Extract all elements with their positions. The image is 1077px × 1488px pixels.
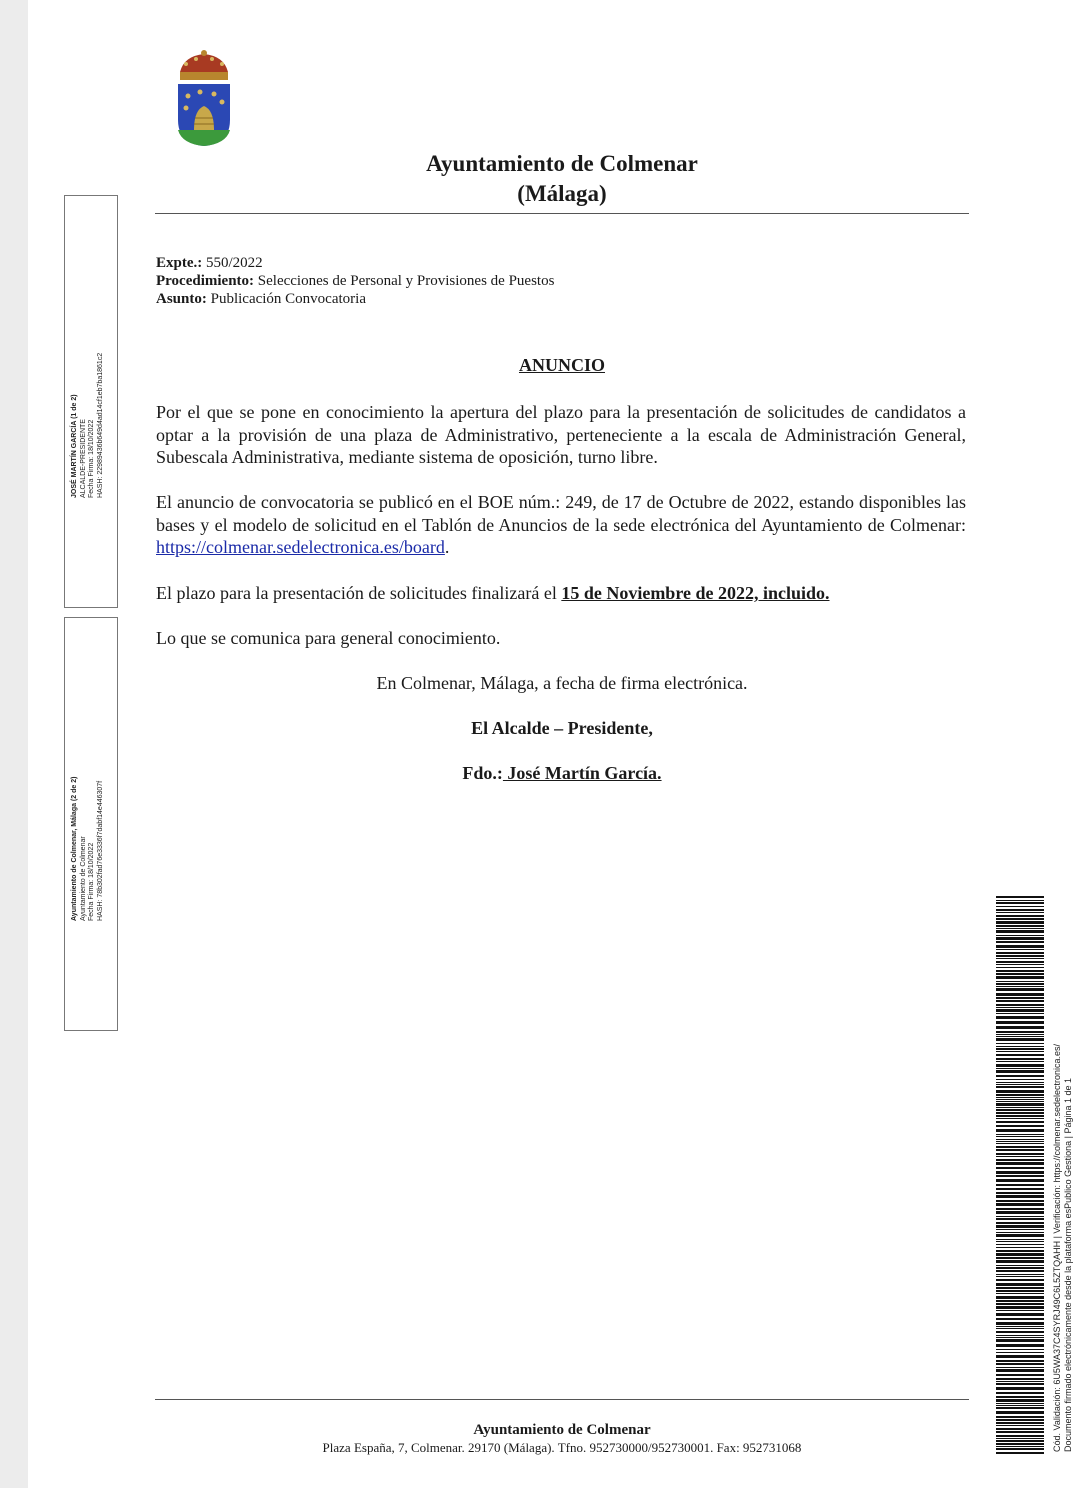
barcode-bar-19: [996, 958, 1044, 959]
paragraph-2-end: .: [444, 537, 450, 557]
barcode-bar-80: [996, 1153, 1044, 1155]
barcode-bar-98: [996, 1222, 1044, 1224]
barcode-bar-129: [996, 1326, 1044, 1327]
barcode-bar-148: [996, 1392, 1044, 1394]
barcode-bar-35: [996, 1009, 1044, 1012]
barcode-bar-33: [996, 1004, 1044, 1006]
signature-2-role: Ayuntamiento de Colmenar: [79, 836, 87, 921]
barcode-bar-151: [996, 1403, 1044, 1404]
barcode-bar-93: [996, 1203, 1044, 1206]
barcode-bar-114: [996, 1274, 1044, 1275]
barcode-bar-142: [996, 1369, 1044, 1372]
barcode-bar-99: [996, 1225, 1044, 1228]
barcode-bar-60: [996, 1094, 1044, 1096]
barcode-bar-101: [996, 1232, 1044, 1233]
asunto-row: [156, 290, 554, 308]
expte-row: [156, 254, 554, 272]
barcode-bar-133: [996, 1337, 1044, 1338]
barcode-bar-144: [996, 1378, 1044, 1380]
signature-1-name: JOSÉ MARTÍN GARCÍA (1 de 2): [71, 394, 78, 498]
barcode-bar-152: [996, 1405, 1044, 1406]
barcode-bar-104: [996, 1241, 1044, 1242]
barcode-bar-147: [996, 1387, 1044, 1390]
barcode-bar-56: [996, 1082, 1044, 1083]
barcode-bar-4: [996, 909, 1044, 911]
barcode-bar-41: [996, 1034, 1044, 1035]
barcode-bar-29: [996, 988, 1044, 991]
barcode-bar-67: [996, 1112, 1044, 1114]
barcode-bar-77: [996, 1143, 1044, 1144]
procedimiento-value: Selecciones de Personal y Provisiones de Puestos: [257, 273, 555, 289]
barcode-bar-141: [996, 1367, 1044, 1368]
barcode-bar-21: [996, 964, 1044, 965]
barcode-bar-125: [996, 1310, 1044, 1311]
barcode-bar-89: [996, 1188, 1044, 1190]
verification-line-1: Cód. Validación: 6U5WA37C4SYRJ49C6L5ZTQAHH | Verificación: https://colmenar.sedelectronica.es/: [1052, 1043, 1062, 1452]
signature-1-hash: HASH: 22989436b649d4ad14cf1eb7ba1861c2: [96, 352, 104, 498]
barcode-bar-110: [996, 1260, 1044, 1263]
barcode-bar-163: [996, 1440, 1044, 1442]
barcode-bar-97: [996, 1218, 1044, 1220]
expte-value: 550/2022: [206, 255, 263, 271]
barcode-bar-7: [996, 918, 1044, 920]
barcode-bar-25: [996, 976, 1044, 979]
barcode-bar-131: [996, 1331, 1044, 1333]
barcode-bar-66: [996, 1109, 1044, 1111]
barcode-bar-18: [996, 955, 1044, 957]
barcode-bar-107: [996, 1250, 1044, 1252]
barcode-bar-116: [996, 1279, 1044, 1281]
barcode-bar-106: [996, 1247, 1044, 1248]
barcode-bar-119: [996, 1290, 1044, 1292]
barcode-bar-121: [996, 1296, 1044, 1299]
barcode-bar-5: [996, 912, 1044, 913]
barcode-bar-84: [996, 1167, 1044, 1169]
barcode-bar-124: [996, 1306, 1044, 1309]
barcode-bar-164: [996, 1443, 1044, 1445]
barcode-bar-9: [996, 925, 1044, 927]
barcode-bar-95: [996, 1211, 1044, 1214]
barcode-bar-1: [996, 900, 1044, 901]
barcode-bar-140: [996, 1363, 1044, 1365]
barcode-bar-75: [996, 1139, 1044, 1140]
barcode-bar-100: [996, 1229, 1044, 1230]
barcode-bar-108: [996, 1253, 1044, 1256]
barcode-bar-6: [996, 915, 1044, 917]
asunto-label: Asunto:: [156, 291, 207, 307]
barcode-bar-42: [996, 1036, 1044, 1037]
barcode-bar-135: [996, 1344, 1044, 1347]
barcode-bar-39: [996, 1026, 1044, 1029]
barcode-bar-160: [996, 1431, 1044, 1433]
deadline-date: 15 de Noviembre de 2022, incluido.: [561, 583, 830, 603]
barcode-bar-165: [996, 1446, 1044, 1447]
paragraph-2: [156, 491, 966, 559]
verification-text: [1052, 1044, 1074, 1452]
barcode-bar-53: [996, 1070, 1044, 1073]
barcode-bar-70: [996, 1121, 1044, 1123]
barcode-bar-88: [996, 1184, 1044, 1186]
barcode-bar-139: [996, 1360, 1044, 1362]
header-title-line1: Ayuntamiento de Colmenar: [426, 151, 698, 176]
board-link[interactable]: https://colmenar.sedelectronica.es/board: [156, 537, 445, 557]
barcode-bar-0: [996, 896, 1044, 898]
barcode-bar-54: [996, 1075, 1044, 1077]
barcode-bar-14: [996, 941, 1044, 943]
barcode-bar-111: [996, 1265, 1044, 1266]
barcode-bar-61: [996, 1097, 1044, 1098]
barcode-bar-91: [996, 1195, 1044, 1198]
signature-2-text: [71, 777, 105, 921]
document-metadata: [156, 254, 554, 308]
barcode-bar-166: [996, 1448, 1044, 1450]
barcode-bar-82: [996, 1159, 1044, 1161]
barcode-bar-158: [996, 1425, 1044, 1426]
barcode-bar-134: [996, 1339, 1044, 1342]
barcode-bar-37: [996, 1016, 1044, 1019]
barcode-bar-167: [996, 1452, 1044, 1454]
barcode-bar-154: [996, 1411, 1044, 1414]
barcode-bar-90: [996, 1192, 1044, 1194]
barcode-bar-123: [996, 1303, 1044, 1305]
barcode-bar-157: [996, 1422, 1044, 1424]
barcode-bar-45: [996, 1046, 1044, 1047]
barcode-bar-76: [996, 1141, 1044, 1142]
barcode-bar-50: [996, 1061, 1044, 1062]
barcode-bar-102: [996, 1234, 1044, 1237]
place-date: En Colmenar, Málaga, a fecha de firma electrónica.: [376, 673, 748, 693]
announcement-heading: ANUNCIO: [518, 355, 605, 375]
barcode-bar-68: [996, 1115, 1044, 1117]
barcode-bar-122: [996, 1300, 1044, 1302]
barcode-bar-96: [996, 1216, 1044, 1217]
barcode-bar-143: [996, 1374, 1044, 1376]
barcode-bar-17: [996, 952, 1044, 954]
footer-divider: [155, 1399, 969, 1400]
barcode-bar-43: [996, 1038, 1044, 1041]
barcode-bar-155: [996, 1416, 1044, 1418]
barcode-bar-113: [996, 1270, 1044, 1272]
barcode-bar-78: [996, 1146, 1044, 1148]
barcode-bar-36: [996, 1013, 1044, 1014]
barcode-bar-130: [996, 1328, 1044, 1329]
signature-box-1: [64, 195, 118, 608]
barcode-bar-136: [996, 1349, 1044, 1350]
barcode-bar-40: [996, 1031, 1044, 1033]
barcode-bar-34: [996, 1007, 1044, 1008]
header-title-line2: (Málaga): [517, 181, 607, 206]
barcode-bar-83: [996, 1162, 1044, 1165]
barcode-bar-31: [996, 997, 1044, 999]
barcode-bar-57: [996, 1084, 1044, 1085]
barcode-bar-8: [996, 921, 1044, 924]
barcode-bar-59: [996, 1090, 1044, 1093]
barcode-bar-30: [996, 993, 1044, 996]
expte-label: Expte.:: [156, 255, 203, 271]
signature-2-date: Fecha Firma: 18/10/2022: [88, 842, 95, 921]
barcode-bar-23: [996, 970, 1044, 972]
barcode-bar-149: [996, 1396, 1044, 1398]
header-divider: [155, 213, 969, 214]
barcode-bar-120: [996, 1293, 1044, 1294]
barcode-bar-73: [996, 1134, 1044, 1135]
barcode-bar-64: [996, 1103, 1044, 1106]
barcode-bar-118: [996, 1287, 1044, 1289]
barcode-bar-28: [996, 986, 1044, 987]
barcode-bar-16: [996, 949, 1044, 950]
signature-2-name: Ayuntamiento de Colmenar, Málaga (2 de 2): [71, 776, 78, 921]
barcode-bar-27: [996, 983, 1044, 985]
barcode-bar-126: [996, 1313, 1044, 1316]
barcode-bar-117: [996, 1283, 1044, 1286]
paragraph-3-text: El plazo para la presentación de solicitudes finalizará el: [156, 583, 562, 603]
barcode-bar-72: [996, 1129, 1044, 1132]
barcode-bar-137: [996, 1352, 1044, 1353]
barcode-bar-153: [996, 1407, 1044, 1409]
signatory-line: [155, 763, 969, 784]
barcode-bar-11: [996, 930, 1044, 933]
barcode-bar-55: [996, 1079, 1044, 1080]
barcode-bar-69: [996, 1118, 1044, 1119]
barcode-bar-62: [996, 1099, 1044, 1100]
barcode-bar-150: [996, 1399, 1044, 1402]
barcode-bar-159: [996, 1428, 1044, 1430]
barcode-bar-10: [996, 928, 1044, 929]
verification-line-2: Documento firmado electrónicamente desde la plataforma esPublico Gestiona | Página 1 de 1: [1063, 1077, 1073, 1452]
barcode-bar-26: [996, 981, 1044, 982]
signatory-name: José Martín García.: [502, 763, 662, 783]
barcode-bar-58: [996, 1086, 1044, 1088]
barcode-bar-20: [996, 961, 1044, 963]
barcode-bar-65: [996, 1107, 1044, 1108]
barcode-bar-15: [996, 945, 1044, 948]
barcode: [996, 896, 1044, 1454]
signature-box-2: [64, 617, 118, 1031]
fdo-label: Fdo.:: [462, 763, 503, 783]
signature-2-hash: HASH: 78b302fad76e3336f7dabf14e446307f: [96, 780, 104, 921]
barcode-bar-127: [996, 1318, 1044, 1320]
barcode-bar-145: [996, 1381, 1044, 1382]
barcode-bar-112: [996, 1267, 1044, 1269]
barcode-bar-146: [996, 1383, 1044, 1385]
barcode-bar-138: [996, 1355, 1044, 1358]
signatory-title: El Alcalde – Presidente,: [471, 718, 653, 738]
barcode-bar-81: [996, 1156, 1044, 1157]
barcode-bar-51: [996, 1064, 1044, 1067]
barcode-bar-13: [996, 937, 1044, 940]
barcode-bar-132: [996, 1335, 1044, 1336]
barcode-bar-86: [996, 1175, 1044, 1177]
barcode-bar-47: [996, 1051, 1044, 1052]
barcode-bar-12: [996, 935, 1044, 936]
barcode-bar-52: [996, 1068, 1044, 1069]
barcode-bar-46: [996, 1048, 1044, 1050]
barcode-bar-71: [996, 1125, 1044, 1127]
barcode-bar-44: [996, 1043, 1044, 1044]
barcode-bar-74: [996, 1136, 1044, 1137]
barcode-bar-161: [996, 1435, 1044, 1437]
left-margin-strip: [0, 0, 28, 1488]
footer-title: Ayuntamiento de Colmenar: [473, 1422, 651, 1438]
barcode-bar-109: [996, 1257, 1044, 1259]
barcode-bar-49: [996, 1058, 1044, 1060]
barcode-bar-85: [996, 1171, 1044, 1174]
barcode-bar-128: [996, 1322, 1044, 1325]
footer-address: Plaza España, 7, Colmenar. 29170 (Málaga). Tfno. 952730000/952730001. Fax: 952731068: [322, 1440, 802, 1455]
signature-1-role: ALCALDE-PRESIDENTE: [79, 419, 87, 498]
barcode-bar-79: [996, 1149, 1044, 1151]
paragraph-3: [156, 582, 966, 605]
barcode-bar-32: [996, 1000, 1044, 1002]
barcode-bar-3: [996, 906, 1044, 907]
barcode-bar-94: [996, 1208, 1044, 1210]
barcode-bar-48: [996, 1054, 1044, 1056]
barcode-bar-105: [996, 1244, 1044, 1245]
barcode-bar-63: [996, 1101, 1044, 1102]
asunto-value: Publicación Convocatoria: [210, 291, 366, 307]
barcode-bar-22: [996, 967, 1044, 968]
signature-1-text: [71, 353, 105, 498]
paragraph-1: Por el que se pone en conocimiento la apertura del plazo para la presentación de solicitudes de candidatos a optar a la provisión de una plaza de Administrativo, perteneciente a la escala de Administración General, Subescala Administrativa, mediante sistema de oposición, turno libre.: [156, 402, 966, 467]
barcode-bar-156: [996, 1419, 1044, 1421]
barcode-bar-162: [996, 1438, 1044, 1439]
barcode-bar-24: [996, 973, 1044, 975]
signature-1-date: Fecha Firma: 18/10/2022: [88, 419, 95, 498]
barcode-bar-87: [996, 1179, 1044, 1182]
procedimiento-label: Procedimiento:: [156, 273, 255, 289]
barcode-bar-2: [996, 902, 1044, 904]
barcode-bar-92: [996, 1200, 1044, 1202]
procedimiento-row: [156, 272, 554, 290]
paragraph-4: Lo que se comunica para general conocimiento.: [156, 628, 501, 648]
barcode-bar-103: [996, 1239, 1044, 1240]
barcode-bar-38: [996, 1021, 1044, 1024]
coat-of-arms-logo: [174, 48, 234, 148]
barcode-bar-115: [996, 1276, 1044, 1277]
paragraph-2-text: El anuncio de convocatoria se publicó en el BOE núm.: 249, de 17 de Octubre de 2022, estando disponibles las bases y el modelo de solicitud en el Tablón de Anuncios de la sede electrónica del Ayuntamiento de Colmenar:: [156, 492, 966, 535]
